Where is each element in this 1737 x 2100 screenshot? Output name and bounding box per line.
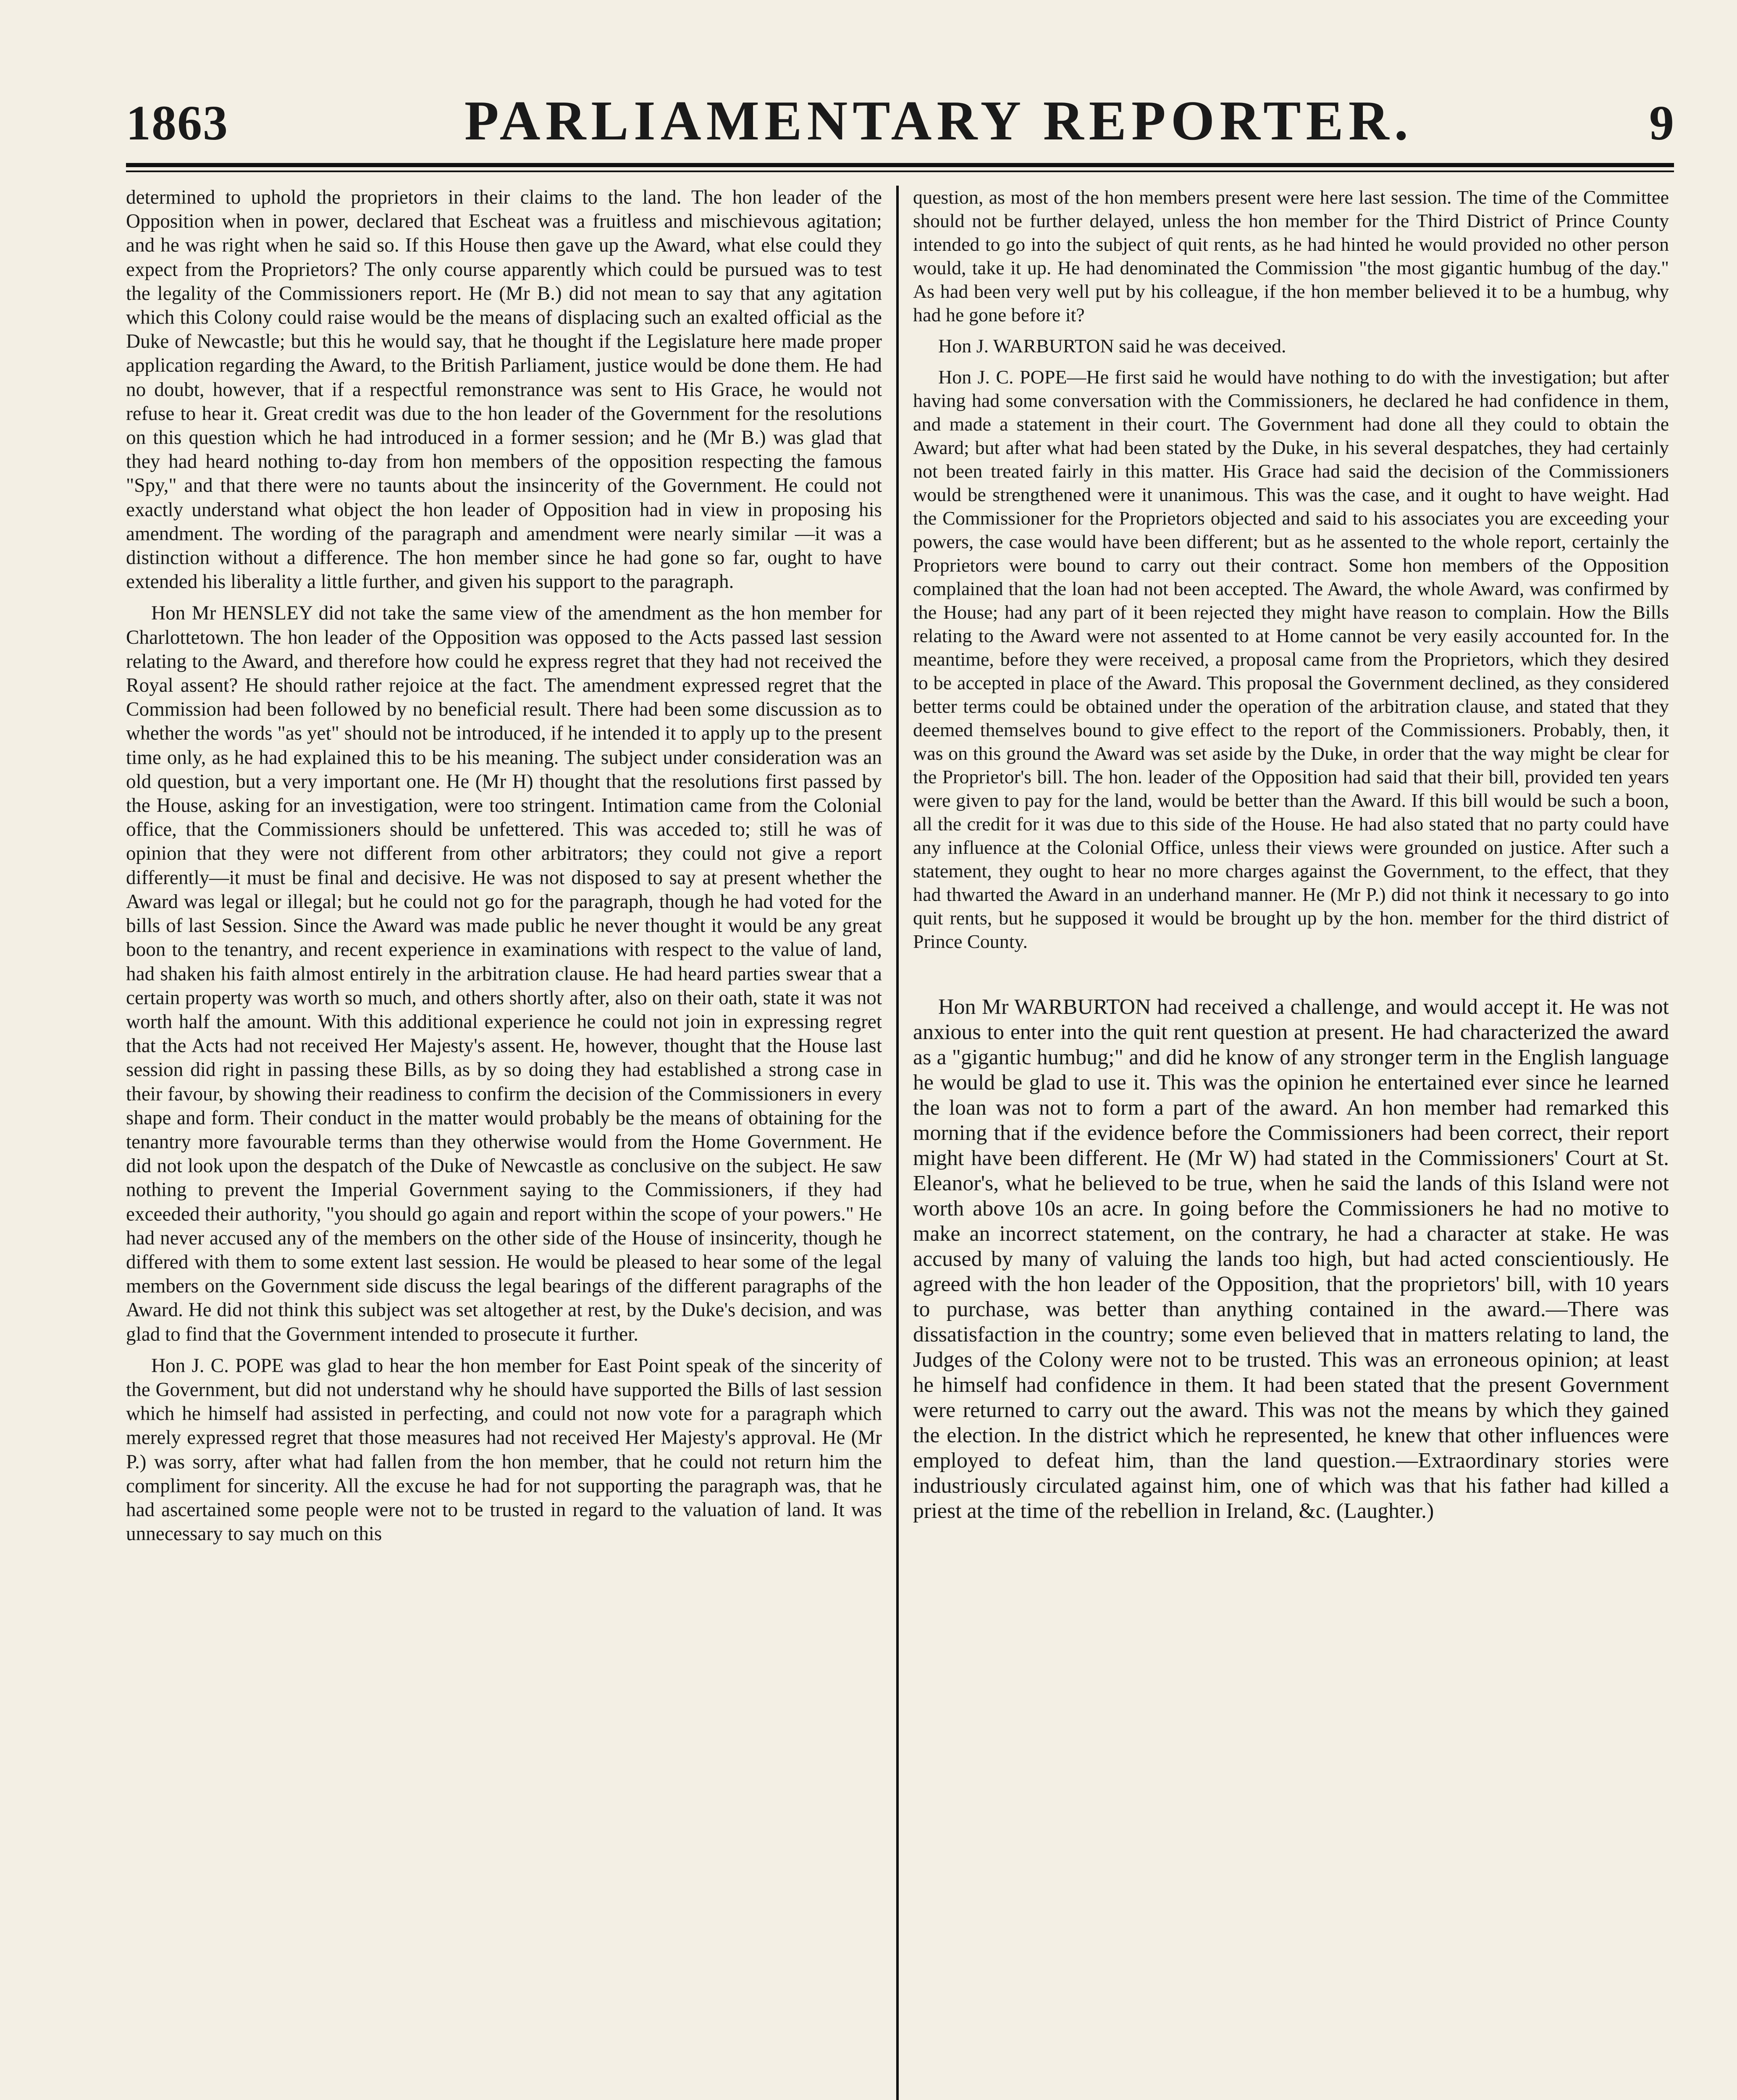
column-divider (896, 186, 899, 2100)
paragraph: Hon J. WARBURTON said he was deceived. (938, 335, 1286, 357)
masthead-title: PARLIAMENTARY REPORTER. (464, 89, 1414, 152)
header-rule (126, 163, 1674, 167)
paragraph: determined to uphold the proprietors in their claims to the land. The hon leader of the Opposition when in power, declared that Escheat was a fruitless and mischievous agitation; and he was right when he said so. If this House then gave up the Award, what else could they expect from the Proprietors? The only course apparently which could be pursued was to test the legality of the Commissioners report. He (Mr B.) did not mean to say that any agitation which this Colony could raise would be the means of displacing such an exalted official as the Duke of Newcastle; but this he would say, that he thought if the Legislature here made proper application regarding the Award, to the British Parliament, justice would be done them. He had no doubt, however, that if a respectful remonstrance was sent to His Grace, he would not refuse to hear it. Great credit was due to the hon leader of the Government for the resolutions on this question which he had introduced in a former session; and he (Mr B.) was glad that they had heard nothing to-day from hon members of the opposition respecting the famous "Spy," and that there were no taunts about the insincerity of the Government. He could not exactly understand what object the hon leader of Opposition had in view in proposing his amendment. The wording of the paragraph and amendment were nearly similar —it was a distinction without a difference. The hon member since he had gone so far, ought to have extended his liberality a little further, and given his support to the paragraph. (126, 186, 882, 593)
paragraph: Hon J. C. POPE was glad to hear the hon member for East Point speak of the sincerity of the Government, but did not understand why he should have supported the Bills of last session which he himself had assisted in perfecting, and could not now vote for a paragraph which merely expressed regret that those measures had not received Her Majesty's approval. He (Mr P.) was sorry, after what had fallen from the hon member, that he could not return him the compliment for sincerity. All the excuse he had for not supporting the paragraph was, that he had ascertained some people were not to be trusted in regard to the valuation of land. It was unnecessary to say much on this (126, 1354, 882, 1545)
section-spacer (913, 961, 1669, 978)
page-header (126, 88, 1674, 160)
right-column (913, 186, 1669, 2100)
paragraph: Hon Mr WARBURTON had received a challenge, and would accept it. He was not anxious to enter into the quit rent question at present. He had characterized the award as a "gigantic humbug;" and did he know of any stronger term in the English language he would be glad to use it. This was the opinion he entertained ever since he learned the loan was not to form a part of the award. An hon member had remarked this morning that if the evidence before the Commissioners had been correct, their report might have been different. He (Mr W) had stated in the Commissioners' Court at St. Eleanor's, what he believed to be true, when he said the lands of this Island were not worth above 10s an acre. In going before the Commissioners he had no motive to make an incorrect statement, on the contrary, he had a character at stake. He was accused by many of valuing the lands too high, but had acted conscientiously. He agreed with the hon leader of the Opposition, that the proprietors' bill, with 10 years to purchase, was better than anything contained in the award.—There was dissatisfaction in the country; some even believed that in matters relating to land, the Judges of the Colony were not to be trusted. This was an erroneous opinion; at least he himself had confidence in them. It had been stated that the present Government were returned to carry out the award. This was not the means by which they gained the election. In the district which he represented, he knew that other influences were employed to defeat him, than the land question.—Extraordinary stories were industriously circulated against him, one of which was that his father had killed a priest at the time of the rebellion in Ireland, &c. (Laughter.) (913, 995, 1669, 1523)
paragraph: question, as most of the hon members present were here last session. The time of the Committee should not be further delayed, unless the hon member for the Third District of Prince County intended to go into the subject of quit rents, as he had hinted he would provided no other person would, take it up. He had denominated the Commission "the most gigantic humbug of the day." As had been very well put by his colleague, if the hon member believed it to be a humbug, why had he gone before it? (913, 186, 1669, 326)
page-number: 9 (1649, 95, 1674, 150)
paragraph: Hon J. C. POPE—He first said he would have nothing to do with the investigation; but after having had some conversation with the Commissioners, he declared he had confidence in them, and made a statement in their court. The Government had done all they could to obtain the Award; but after what had been stated by the Duke, in his several despatches, they had certainly not been treated fairly in this matter. His Grace had said the decision of the Commissioners would be strengthened were it unanimous. This was the case, and it ought to have weight. Had the Commissioner for the Proprietors objected and said to his associates you are exceeding your powers, the case would have been different; but as he assented to the whole report, certainly the Proprietors were bound to carry out their contract. Some hon members of the Opposition complained that the loan had not been accepted. The Award, the whole Award, was confirmed by the House; had any part of it been rejected they might have reason to complain. How the Bills relating to the Award were not assented to at Home cannot be very easily accounted for. In the meantime, before they were received, a proposal came from the Proprietors, which they desired to be accepted in place of the Award. This proposal the Government declined, as they considered better terms could be obtained under the operation of the arbitration clause, and stated that they deemed themselves bound to give effect to the report of the Commissioners. Probably, then, it was on this ground the Award was set aside by the Duke, in order that the way might be clear for the Proprietor's bill. The hon. leader of the Opposition had said that their bill, provided ten years were given to pay for the land, would be better than the Award. If this bill would be such a boon, all the credit for it was due to this side of the House. He had also stated that no party could have any influence at the Colonial Office, unless their views were grounded on justice. After such a statement, they ought to hear no more charges against the Government, to the effect, that they had thwarted the Award in an underhand manner. He (Mr P.) did not think it necessary to go into quit rents, but he supposed it would be brought up by the hon. member for the third district of Prince County. (913, 366, 1669, 952)
paragraph: Hon Mr HENSLEY did not take the same view of the amendment as the hon member for Charlottetown. The hon leader of the Opposition was opposed to the Acts passed last session relating to the Award, and therefore how could he express regret that they had not received the Royal assent? He should rather rejoice at the fact. The amendment expressed regret that the Commission had been followed by no beneficial result. There had been some discussion as to whether the words "as yet" should not be introduced, if he intended it to apply up to the present time only, as he had explained this to be his meaning. The subject under consideration was an old question, but a very important one. He (Mr H) thought that the resolutions first passed by the House, asking for an investigation, were too stringent. Intimation came from the Colonial office, that the Commissioners should be unfettered. This was acceded to; still he was of opinion that they were not different from other arbitrators; they could not give a report differently—it must be final and decisive. He was not disposed to say at present whether the Award was legal or illegal; but he could not go for the paragraph, though he had voted for the bills of last Session. Since the Award was made public he never thought it would be any great boon to the tenantry, and recent experience in examinations with respect to the value of land, had shaken his faith almost entirely in the arbitration clause. He had heard parties swear that a certain property was worth so much, and others shortly after, also on their oath, state it was not worth half the amount. With this additional experience he could not join in expressing regret that the Acts had not received Her Majesty's assent. He, however, thought that the House last session did right in passing these Bills, as by so doing they had established a strong case in their favour, by showing their readiness to confirm the decision of the Commissioners in every shape and form. Their conduct in the matter would probably be the means of obtaining for the tenantry more favourable terms than they otherwise would from the Home Government. He did not look upon the despatch of the Duke of Newcastle as conclusive on the subject. He saw nothing to prevent the Imperial Government saying to the Commissioners, if they had exceeded their authority, "you should go again and report within the scope of your powers." He had never accused any of the members on the other side of the House of insincerity, though he differed with them to some extent last session. He would be pleased to hear some of the legal members on the Government side discuss the legal bearings of the different paragraphs of the Award. He did not think this subject was set altogether at rest, by the Duke's decision, and was glad to find that the Government intended to prosecute it further. (126, 602, 882, 1345)
page-year: 1863 (126, 95, 228, 150)
text-columns (126, 186, 1674, 2100)
left-column (126, 186, 882, 2100)
header-rule-thin (126, 171, 1674, 172)
